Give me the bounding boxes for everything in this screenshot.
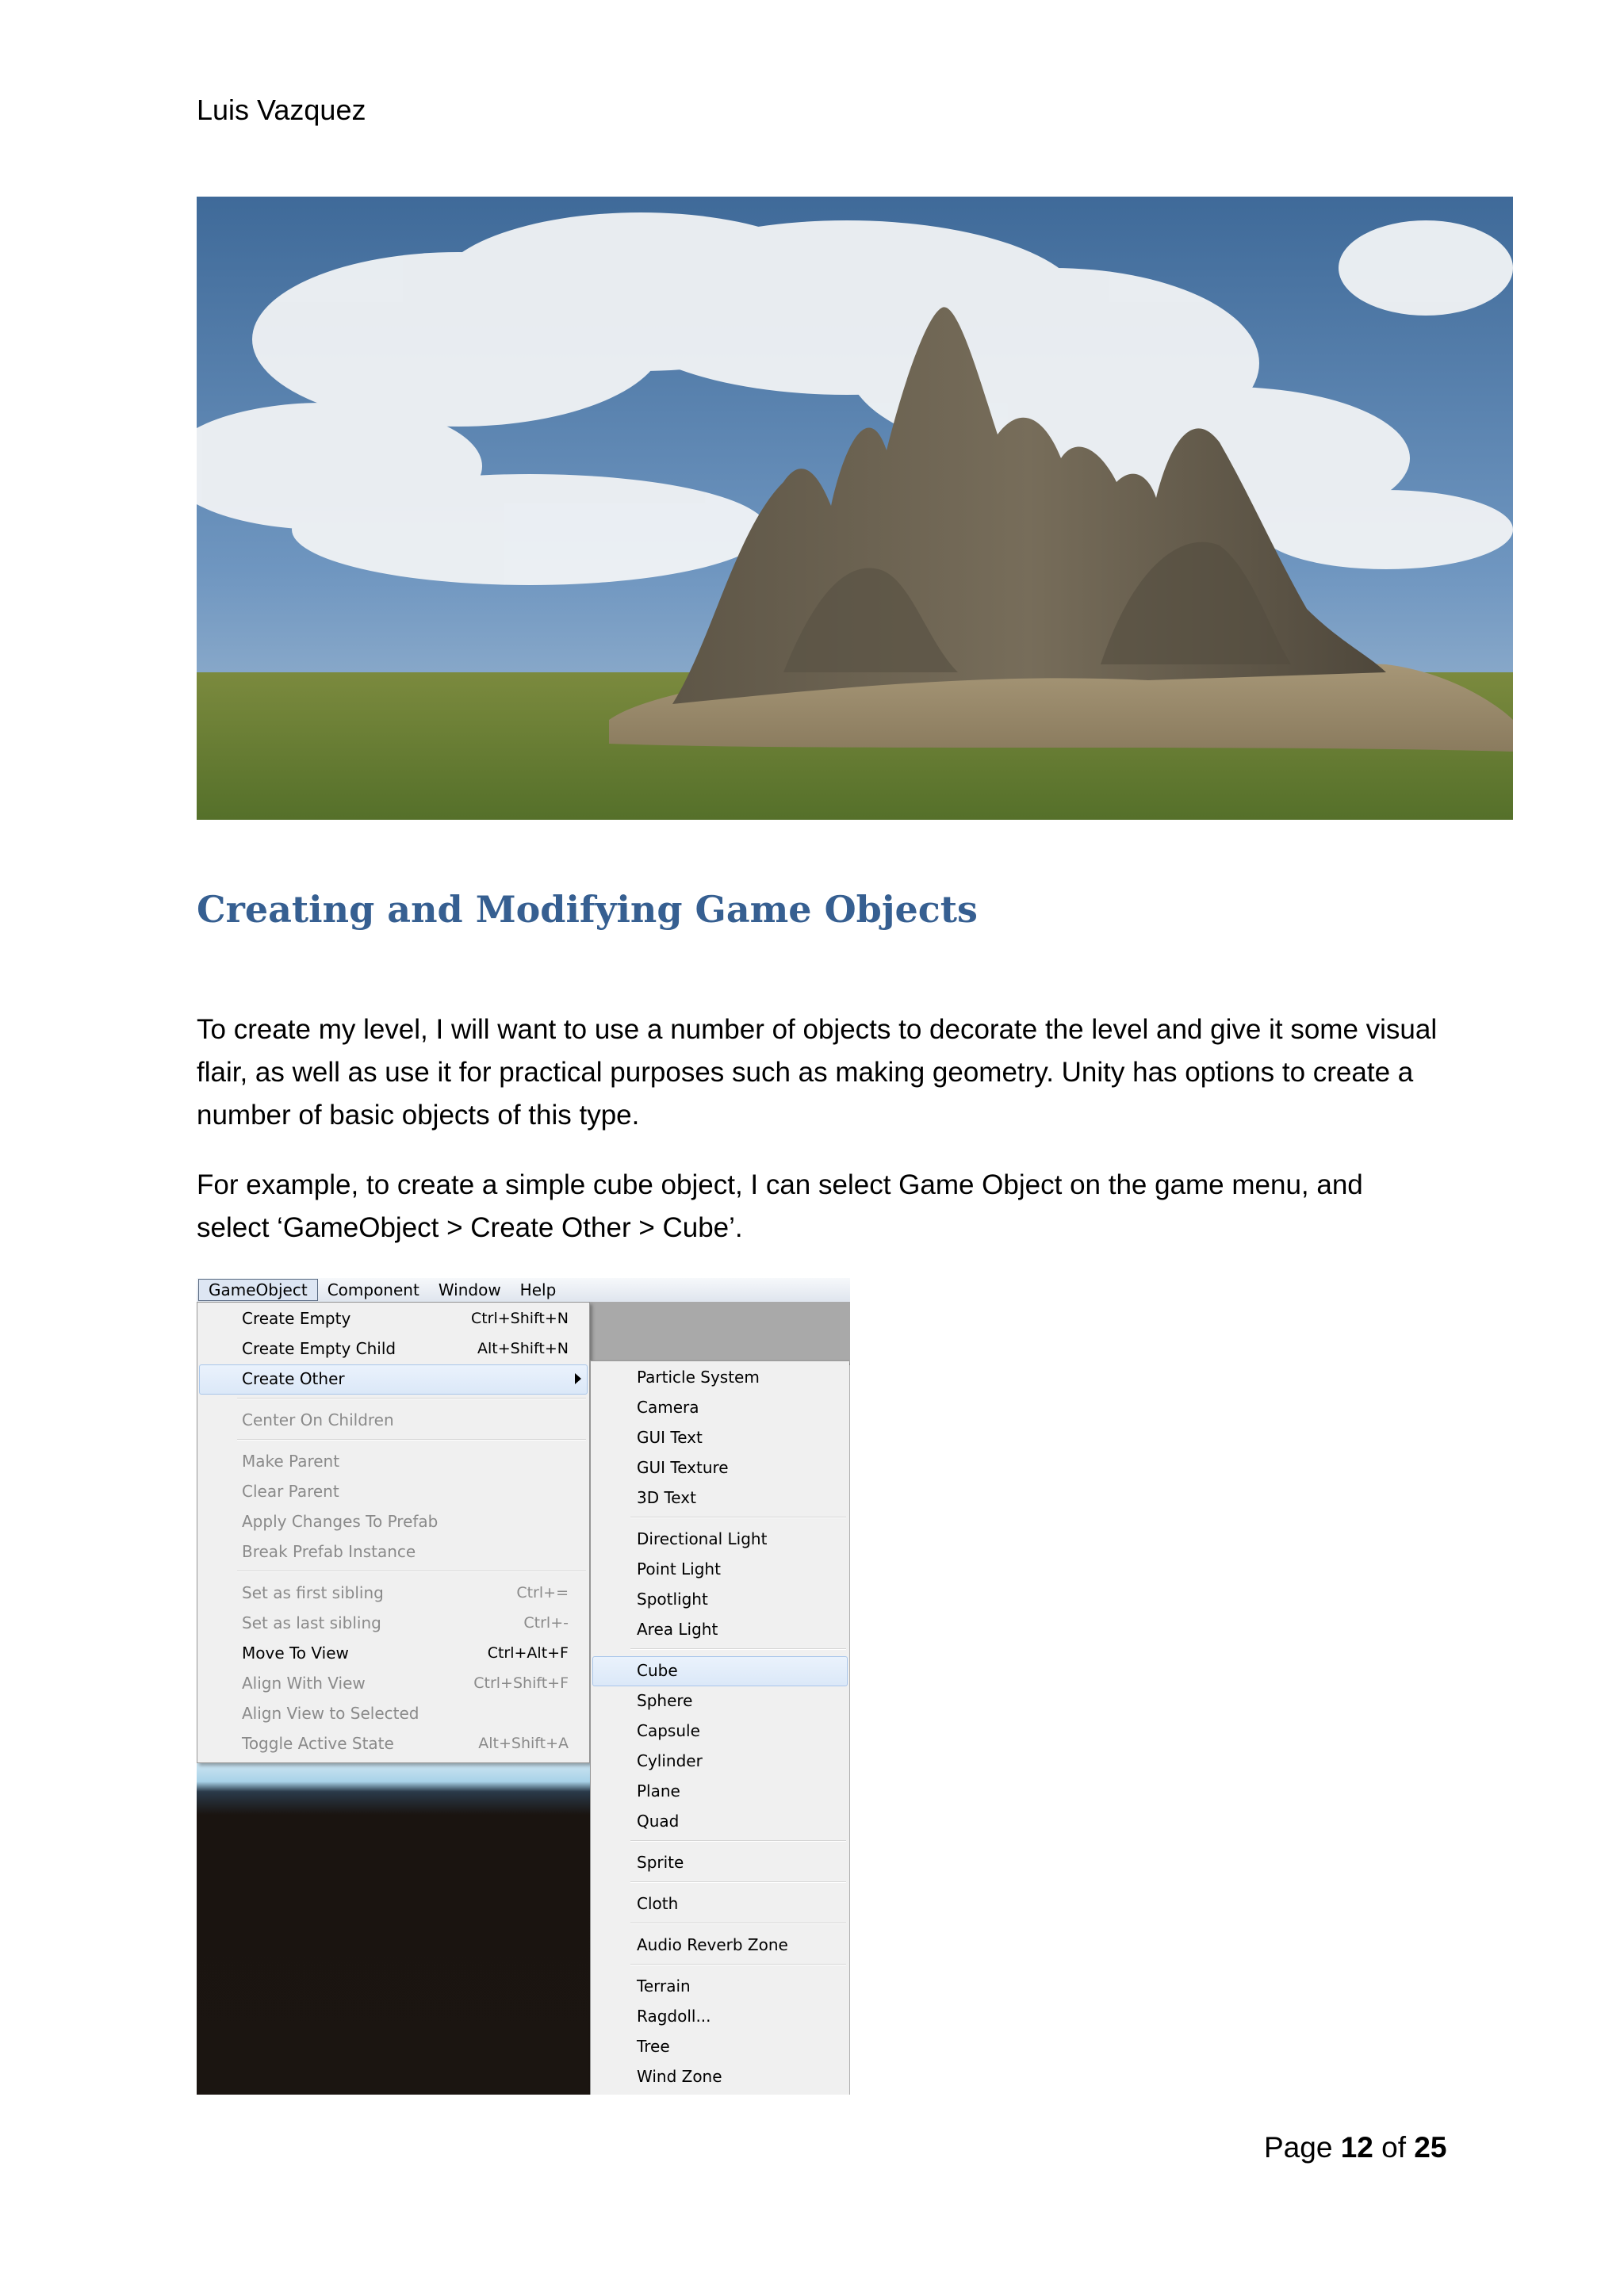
menu-separator	[237, 1398, 586, 1399]
submenu-item-cube[interactable]: Cube	[637, 1661, 678, 1680]
submenu-item-terrain[interactable]: Terrain	[637, 1976, 691, 1996]
menu-window[interactable]: Window	[438, 1280, 501, 1299]
submenu-item-cylinder[interactable]: Cylinder	[637, 1751, 703, 1770]
shortcut-set-first-sibling: Ctrl+=	[516, 1584, 569, 1601]
submenu-item-directional-light[interactable]: Directional Light	[637, 1529, 768, 1548]
editor-grey-panel	[590, 1302, 850, 1365]
submenu-item-gui-texture[interactable]: GUI Texture	[637, 1458, 729, 1477]
footer-page-total: 25	[1414, 2131, 1447, 2164]
submenu-item-spotlight[interactable]: Spotlight	[637, 1590, 708, 1609]
menu-component[interactable]: Component	[327, 1280, 419, 1299]
menu-help[interactable]: Help	[519, 1280, 557, 1299]
submenu-arrow-icon	[575, 1373, 581, 1384]
menu-separator	[630, 1881, 846, 1883]
gameobject-dropdown	[197, 1302, 590, 1763]
create-other-submenu	[590, 1360, 849, 2095]
menu-gameobject[interactable]: GameObject	[198, 1279, 318, 1301]
shortcut-toggle-active-state: Alt+Shift+A	[478, 1735, 569, 1752]
menu-item-create-other[interactable]: Create Other	[242, 1369, 345, 1388]
highlight-cube	[592, 1656, 848, 1686]
menu-item-apply-changes-to-prefab[interactable]: Apply Changes To Prefab	[242, 1512, 439, 1531]
menu-separator	[630, 1964, 846, 1965]
section-title: Creating and Modifying Game Objects	[197, 888, 978, 931]
menu-item-clear-parent[interactable]: Clear Parent	[242, 1482, 339, 1501]
submenu-item-point-light[interactable]: Point Light	[637, 1559, 721, 1578]
menu-item-set-last-sibling[interactable]: Set as last sibling	[242, 1613, 381, 1632]
submenu-item-sphere[interactable]: Sphere	[637, 1691, 693, 1710]
menu-item-create-empty[interactable]: Create Empty	[242, 1309, 351, 1328]
terrain-screenshot	[197, 197, 1513, 820]
shortcut-set-last-sibling: Ctrl+-	[523, 1614, 569, 1632]
menu-separator	[630, 1517, 846, 1518]
menu-item-set-first-sibling[interactable]: Set as first sibling	[242, 1583, 384, 1602]
submenu-item-particle-system[interactable]: Particle System	[637, 1368, 760, 1387]
footer-of-word: of	[1381, 2131, 1406, 2164]
submenu-item-camera[interactable]: Camera	[637, 1398, 699, 1417]
menu-item-move-to-view[interactable]: Move To View	[242, 1644, 349, 1663]
shortcut-move-to-view: Ctrl+Alt+F	[487, 1644, 569, 1662]
shortcut-align-with-view: Ctrl+Shift+F	[473, 1674, 569, 1692]
page-footer	[1264, 2131, 1446, 2164]
menu-item-align-with-view[interactable]: Align With View	[242, 1674, 366, 1693]
paragraph-example: For example, to create a simple cube object, I can select Game Object on the game menu, and select ‘GameObject > Create Other > Cube’.	[197, 1169, 1363, 1243]
scene-view-background	[197, 1762, 590, 2095]
submenu-item-ragdoll[interactable]: Ragdoll...	[637, 2007, 711, 2026]
paragraph-intro: To create my level, I will want to use a number of objects to decorate the level and give it some visual flair, as well as use it for practical purposes such as making geometry. Unity has options to create a number of basic objects of this type.	[197, 1014, 1438, 1131]
unity-menu-screenshot	[197, 1278, 850, 2095]
submenu-item-quad[interactable]: Quad	[637, 1812, 680, 1831]
submenu-item-wind-zone[interactable]: Wind Zone	[637, 2067, 722, 2086]
submenu-item-cloth[interactable]: Cloth	[637, 1894, 679, 1913]
terrain-scene-image	[197, 197, 1513, 820]
menu-item-break-prefab-instance[interactable]: Break Prefab Instance	[242, 1542, 416, 1561]
footer-page-word: Page	[1264, 2131, 1333, 2164]
submenu-item-gui-text[interactable]: GUI Text	[637, 1428, 703, 1447]
header-author: Luis Vazquez	[197, 94, 366, 126]
submenu-item-3d-text[interactable]: 3D Text	[637, 1488, 696, 1507]
footer-page-number: 12	[1340, 2131, 1373, 2164]
menu-bar	[197, 1278, 850, 1303]
menu-separator	[630, 1648, 846, 1650]
submenu-item-area-light[interactable]: Area Light	[637, 1620, 718, 1639]
submenu-item-audio-reverb-zone[interactable]: Audio Reverb Zone	[637, 1935, 788, 1954]
shortcut-create-empty-child: Alt+Shift+N	[477, 1340, 569, 1357]
submenu-item-sprite[interactable]: Sprite	[637, 1853, 684, 1872]
menu-item-create-empty-child[interactable]: Create Empty Child	[242, 1339, 396, 1358]
shortcut-create-empty: Ctrl+Shift+N	[470, 1310, 569, 1327]
menu-item-make-parent[interactable]: Make Parent	[242, 1452, 340, 1471]
menu-item-center-on-children[interactable]: Center On Children	[242, 1410, 394, 1429]
menu-separator	[630, 1923, 846, 1924]
menu-separator	[237, 1439, 586, 1441]
menu-item-toggle-active-state[interactable]: Toggle Active State	[242, 1734, 394, 1753]
submenu-item-plane[interactable]: Plane	[637, 1781, 680, 1800]
submenu-item-tree[interactable]: Tree	[637, 2037, 670, 2056]
submenu-item-capsule[interactable]: Capsule	[637, 1721, 700, 1740]
menu-item-align-view-to-selected[interactable]: Align View to Selected	[242, 1704, 419, 1723]
menu-separator	[630, 1840, 846, 1842]
menu-separator	[237, 1571, 586, 1572]
